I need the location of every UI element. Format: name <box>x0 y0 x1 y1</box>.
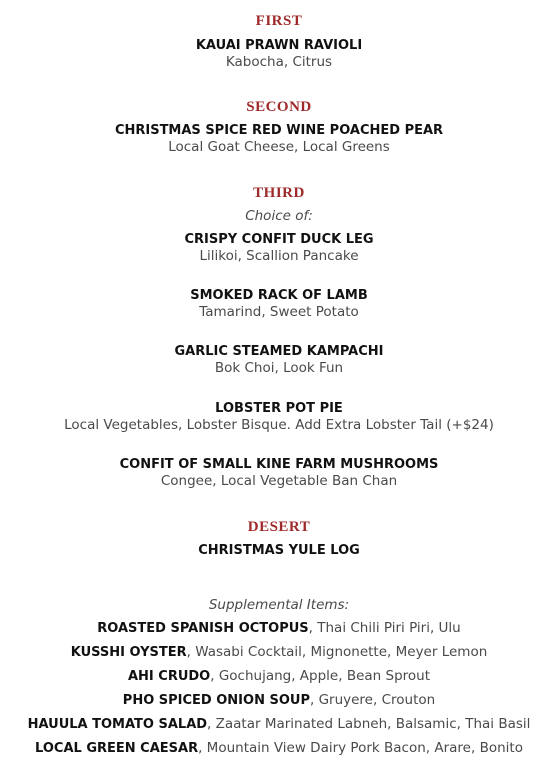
supplemental-title: Supplemental Items: <box>208 597 350 613</box>
dish-name: CHRISTMAS SPICE RED WINE POACHED PEAR <box>114 123 444 138</box>
supplemental-item-name: PHO SPICED ONION SOUP <box>122 693 310 708</box>
choice-label: Choice of: <box>245 208 313 224</box>
supplemental-item-desc: , Thai Chili Piri Piri, Ulu <box>308 620 461 636</box>
supplemental-item-name: AHI CRUDO <box>127 669 211 684</box>
supplemental-item-desc: , Zaatar Marinated Labneh, Balsamic, Thai Basil <box>207 716 531 732</box>
dish-name: SMOKED RACK OF LAMB <box>190 288 368 303</box>
dish-yule-log <box>0 542 558 559</box>
dish-name: CONFIT OF SMALL KINE FARM MUSHROOMS <box>119 457 439 472</box>
dish-kauai-prawn-ravioli <box>0 37 558 71</box>
dish-lobster-pot-pie <box>0 400 558 434</box>
course-first <box>0 12 558 30</box>
supplemental-item-name: KUSSHI OYSTER <box>70 645 187 660</box>
dish-kampachi <box>0 343 558 377</box>
dish-duck-leg <box>0 231 558 265</box>
course-title-third: THIRD <box>253 185 305 201</box>
choice-label-row <box>0 208 558 225</box>
supplemental-item <box>0 692 558 709</box>
dish-rack-of-lamb <box>0 287 558 321</box>
supplemental-item <box>0 644 558 661</box>
supplemental-item <box>0 740 558 757</box>
course-third <box>0 184 558 202</box>
course-desert <box>0 518 558 536</box>
dish-description: Local Goat Cheese, Local Greens <box>168 139 390 155</box>
dish-description: Lilikoi, Scallion Pancake <box>199 248 359 264</box>
dish-name: LOBSTER POT PIE <box>215 401 343 416</box>
supplemental-section <box>0 597 558 614</box>
dish-description: Local Vegetables, Lobster Bisque. Add Extra Lobster Tail (+$24) <box>64 417 494 433</box>
supplemental-item-name: LOCAL GREEN CAESAR <box>35 741 199 756</box>
course-title-desert: DESERT <box>247 519 311 535</box>
course-title-first: FIRST <box>255 13 303 29</box>
dish-mushrooms <box>0 456 558 490</box>
dish-description: Bok Choi, Look Fun <box>214 360 344 376</box>
dish-name: CHRISTMAS YULE LOG <box>198 543 360 558</box>
supplemental-item-desc: , Gochujang, Apple, Bean Sprout <box>210 668 431 684</box>
dish-name: GARLIC STEAMED KAMPACHI <box>174 344 384 359</box>
dish-description: Kabocha, Citrus <box>225 54 333 70</box>
supplemental-item-desc: , Wasabi Cocktail, Mignonette, Meyer Lemon <box>186 644 488 660</box>
dish-poached-pear <box>0 122 558 156</box>
dish-description: Tamarind, Sweet Potato <box>199 304 359 320</box>
dish-description: Congee, Local Vegetable Ban Chan <box>160 473 398 489</box>
supplemental-item <box>0 620 558 637</box>
supplemental-item <box>0 668 558 685</box>
supplemental-item-desc: , Mountain View Dairy Pork Bacon, Arare, Bonito <box>198 740 523 756</box>
dish-name: KAUAI PRAWN RAVIOLI <box>195 38 363 53</box>
supplemental-item-name: HAUULA TOMATO SALAD <box>27 717 208 732</box>
supplemental-item <box>0 716 558 733</box>
supplemental-item-name: ROASTED SPANISH OCTOPUS <box>97 621 309 636</box>
course-title-second: SECOND <box>246 99 312 115</box>
supplemental-item-desc: , Gruyere, Crouton <box>309 692 436 708</box>
dish-name: CRISPY CONFIT DUCK LEG <box>184 232 374 247</box>
course-second <box>0 98 558 116</box>
